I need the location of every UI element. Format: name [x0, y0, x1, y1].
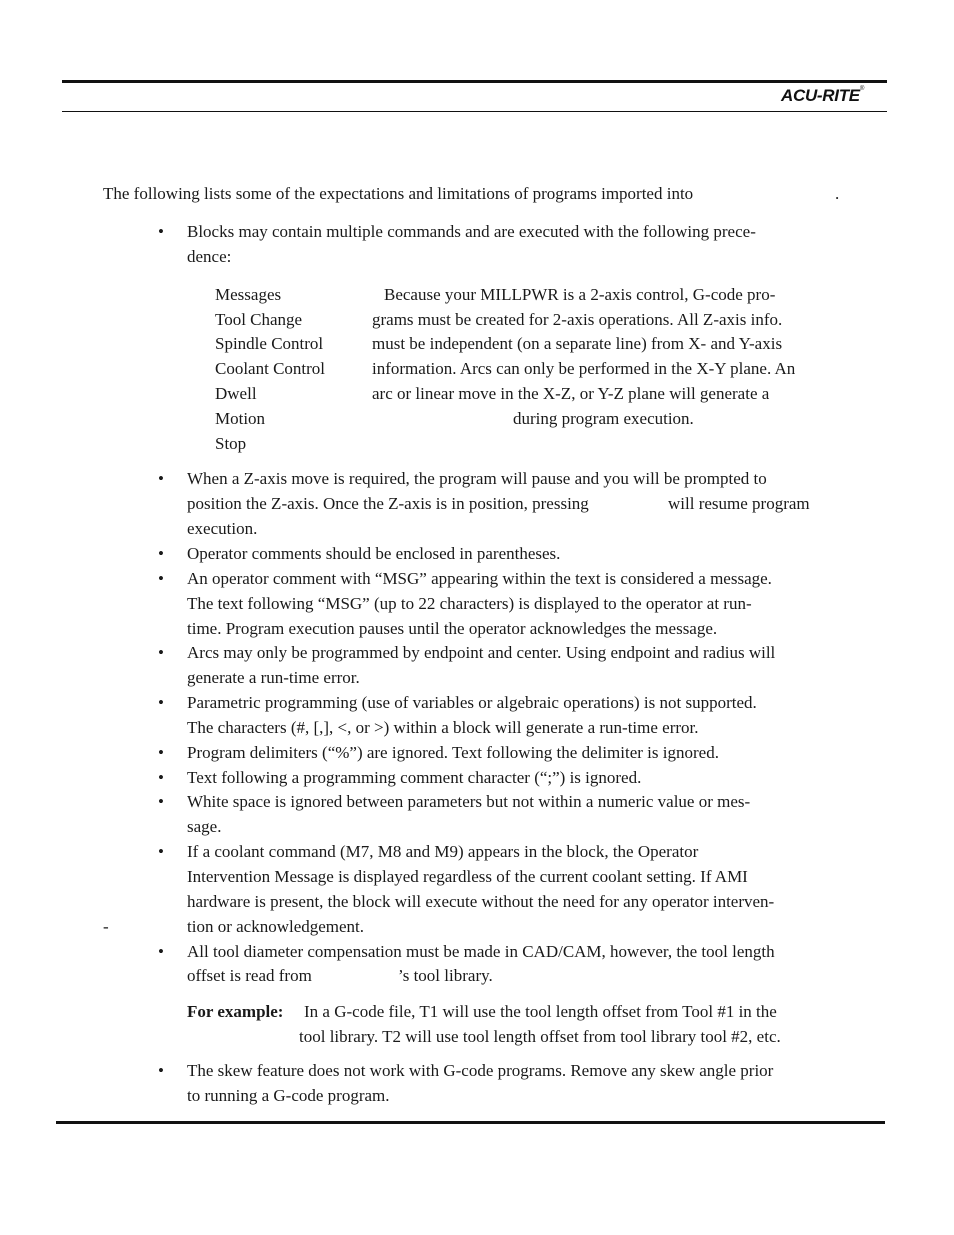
bullet-marker: •: [158, 1061, 164, 1080]
precedence-line-1: Blocks may contain multiple commands and are executed with the following prece-: [187, 222, 756, 241]
bullet-marker: •: [158, 743, 164, 762]
intro-text: The following lists some of the expectations and limitations of programs imported into: [103, 184, 694, 203]
acu-rite-logo: ACU-RITE®: [781, 86, 864, 105]
example-line-1: In a G-code file, T1 will use the tool length offset from Tool #1 in the: [304, 1002, 777, 1021]
bullet-marker: •: [158, 768, 164, 787]
precedence-item: Motion: [215, 409, 266, 428]
bullet-line: tion or acknowledgement.: [187, 917, 365, 936]
bullet-line: sage.: [187, 817, 222, 836]
bullet-line: The skew feature does not work with G-code programs. Remove any skew angle prior: [187, 1061, 774, 1080]
bullet-marker: •: [158, 942, 164, 961]
note-line: grams must be created for 2-axis operations. All Z-axis info.: [372, 310, 783, 329]
bullet-line: White space is ignored between parameters but not within a numeric value or mes-: [187, 792, 751, 811]
bullet-marker: •: [158, 842, 164, 861]
note-line: must be independent (on a separate line) from X- and Y-axis: [372, 334, 783, 353]
margin-mark: -: [103, 917, 109, 936]
bullet-line: offset is read from: [187, 966, 312, 985]
intro-period: .: [835, 184, 840, 203]
bullet-line: The characters (#, [,], <, or >) within a block will generate a run-time error.: [187, 718, 699, 737]
precedence-item: Spindle Control: [215, 334, 324, 353]
bullet-line: time. Program execution pauses until the operator acknowledges the message.: [187, 619, 718, 638]
bullet-line: Program delimiters (“%”) are ignored. Text following the delimiter is ignored.: [187, 743, 719, 762]
note-line: information. Arcs can only be performed in the X-Y plane. An: [372, 359, 796, 378]
bullet-line: All tool diameter compensation must be made in CAD/CAM, however, the tool length: [187, 942, 775, 961]
bullet-line: hardware is present, the block will execute without the need for any operator interven-: [187, 892, 775, 911]
bullet-line: If a coolant command (M7, M8 and M9) appears in the block, the Operator: [187, 842, 699, 861]
bullet-marker: •: [158, 643, 164, 662]
precedence-item: Stop: [215, 434, 247, 453]
bullet-line: Operator comments should be enclosed in parentheses.: [187, 544, 561, 563]
header-rule-thick: [62, 80, 887, 83]
bullet-marker: •: [158, 693, 164, 712]
precedence-item: Tool Change: [215, 310, 303, 329]
bullet-line: to running a G-code program.: [187, 1086, 390, 1105]
bullet-marker: •: [158, 569, 164, 588]
footer-rule: [56, 1121, 885, 1124]
example-label: For example:: [187, 1002, 284, 1021]
bullet-line: generate a run-time error.: [187, 668, 360, 687]
precedence-item: Coolant Control: [215, 359, 326, 378]
precedence-item: Messages: [215, 285, 282, 304]
example-line-2: tool library. T2 will use tool length offset from tool library tool #2, etc.: [299, 1027, 781, 1046]
note-line: during program execution.: [513, 409, 694, 428]
bullet-marker: •: [158, 792, 164, 811]
bullet-line: Parametric programming (use of variables or algebraic operations) is not supported.: [187, 693, 757, 712]
bullet-line: Arcs may only be programmed by endpoint and center. Using endpoint and radius will: [187, 643, 776, 662]
note-line: Because your MILLPWR is a 2-axis control, G-code pro-: [384, 285, 776, 304]
bullet-marker: •: [158, 469, 164, 488]
precedence-item: Dwell: [215, 384, 257, 403]
note-line: arc or linear move in the X-Z, or Y-Z plane will generate a: [372, 384, 770, 403]
bullet-marker: •: [158, 222, 164, 241]
bullet-line: Text following a programming comment character (“;”) is ignored.: [187, 768, 642, 787]
bullet-marker: •: [158, 544, 164, 563]
bullet-line: position the Z-axis. Once the Z-axis is in position, pressing: [187, 494, 589, 513]
bullet-line: When a Z-axis move is required, the program will pause and you will be prompted to: [187, 469, 767, 488]
precedence-line-2: dence:: [187, 247, 232, 266]
bullet-line: Intervention Message is displayed regardless of the current coolant setting. If AMI: [187, 867, 748, 886]
bullet-line: ’s tool library.: [398, 966, 493, 985]
bullet-line: The text following “MSG” (up to 22 characters) is displayed to the operator at run-: [187, 594, 752, 613]
bullet-line: will resume program: [668, 494, 810, 513]
bullet-line: execution.: [187, 519, 258, 538]
header-rule-thin: [62, 111, 887, 112]
bullet-line: An operator comment with “MSG” appearing within the text is considered a message.: [187, 569, 772, 588]
